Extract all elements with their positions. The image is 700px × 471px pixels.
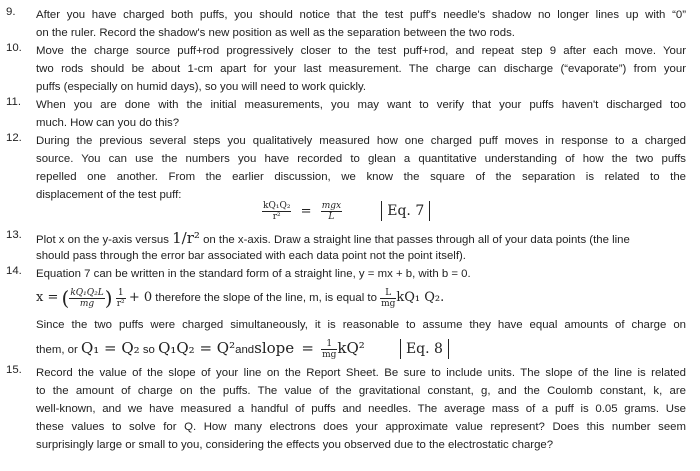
eq7-rhs-numerator: mgx: [321, 201, 342, 212]
inline-math: slope: [254, 339, 295, 357]
item-text-line: displacement of the test puff:: [36, 189, 182, 201]
item-text-line: Record the value of the slope of your line on the Report Sheet. Be sure to include units. The slope of the line is related: [36, 367, 686, 379]
item-text: Plot x on the y-axis versus: [36, 234, 169, 246]
eq7-rhs-denominator: L: [321, 211, 342, 222]
eq8-fraction: [321, 339, 337, 360]
item-number: 15.: [6, 364, 22, 376]
eq-inner-denominator: mg: [69, 298, 104, 309]
eq-r-fraction: [116, 288, 126, 309]
eq7-equals: =: [300, 204, 312, 219]
eq-slope-numerator: L: [385, 287, 392, 298]
eq7-rhs-fraction: [321, 201, 342, 222]
eq-x: x =: [36, 290, 59, 306]
item-text-line: Since the two puffs were charged simultaneously, it is reasonable to assume they have equal amounts of charge on: [36, 319, 686, 331]
item-text-line: on the ruler. Record the shadow's new position as well as the separation between the two rods.: [36, 27, 515, 39]
eq8-denominator: mg: [322, 350, 337, 361]
eq-slope-fraction: [380, 288, 396, 309]
eq-slope-denominator: mg: [381, 298, 396, 309]
item-text: them, or: [36, 344, 78, 356]
item-text: and: [235, 344, 255, 356]
equation-8-line: [36, 336, 449, 360]
eq8-numerator: 1: [326, 339, 333, 350]
item-text-line: these values to solve for Q. How many electrons does your approximate value represent? Does this number seem: [36, 421, 686, 433]
eq-r-numerator: 1: [117, 287, 124, 298]
equation-7: [262, 201, 430, 222]
eq7-lhs-fraction: [262, 201, 291, 222]
item-text-line: After you have charged both puffs, you should notice that the test puff's needle's shadow no longer lines up with “0”: [36, 9, 686, 21]
item-number: 10.: [6, 42, 22, 54]
eq-plus-zero: + 0: [128, 290, 153, 306]
inline-math: 1/r²: [172, 229, 200, 247]
item-text-line: much. How can you do this?: [36, 117, 180, 129]
item-text-line: well-known, and we have measured a handful of puffs and needles. The average mass of a puff is 0.05 grams. Use: [36, 403, 686, 415]
item-text: on the x-axis. Draw a straight line that passes through all of your data points (the line: [203, 234, 630, 246]
right-paren: ): [104, 286, 113, 310]
eq-text: therefore the slope of the line, m, is equal to: [155, 292, 377, 305]
item-text-line: puffs (especially on humid days), so you will need to work quickly.: [36, 81, 367, 93]
item-text-line: [36, 229, 686, 247]
item-text-line: repelled one another. From the earlier discussion, we know the square of the separation is related to the: [36, 171, 686, 183]
item-number: 12.: [6, 132, 22, 144]
inline-math: Q₁ = Q₂: [80, 339, 140, 357]
item-text-line: When you are done with the initial measurements, you may want to verify that your puffs haven't discharged too: [36, 99, 686, 111]
list-item-14-continued: [36, 316, 686, 334]
item-text-line: surprisingly large or small to you, considering the effects you observed due to the electrostatic charge?: [36, 439, 554, 451]
item-text-line: source. You can use the numbers you have recorded to glean a quantitative understanding of how the two puffs: [36, 153, 686, 165]
eq7-lhs-denominator: r²: [262, 211, 291, 222]
eq8-rest: kQ²: [337, 339, 365, 357]
item-number: 13.: [6, 229, 22, 241]
item-text-line: Equation 7 can be written in the standard form of a straight line, y = mx + b, with b = 0.: [36, 268, 471, 280]
inline-math: Q₁Q₂ = Q²: [158, 339, 236, 357]
item-text-line: to the amount of charge on the puffs. The value of the gravitational constant, g, and the Coulomb constant, k, are: [36, 385, 686, 397]
eq7-lhs-numerator: kQ₁Q₂: [263, 201, 291, 212]
eq-inner-numerator: kQ₁Q₂L: [70, 287, 104, 298]
eq8-equals: =: [301, 339, 314, 357]
eq-r-denominator: r²: [116, 298, 125, 309]
item-text-line: should pass through the error bar associated with each data point not the point itself).: [36, 250, 466, 262]
eq-inner-fraction: [69, 288, 104, 309]
eq8-tag: Eq. 8: [400, 339, 449, 359]
item-number: 9.: [6, 6, 16, 18]
item-text: so: [142, 344, 155, 356]
item-text-line: two rods should be about 1-cm apart for your last measurement. The charge can discharge (“evaporate”) from your: [36, 63, 686, 75]
item-text-line: Move the charge source puff+rod progressively closer to the test puff+rod, and repeat step 9 after each move. Your: [36, 45, 686, 57]
left-paren: (: [61, 286, 70, 310]
item-number: 14.: [6, 265, 22, 277]
equation-line-14: [36, 285, 444, 311]
item-text-line: During the previous several steps you qualitatively measured how one charged puff moves in response to a charged: [36, 135, 686, 147]
item-number: 11.: [6, 96, 21, 108]
eq-slope-rest: kQ₁ Q₂.: [396, 290, 445, 306]
eq7-tag: Eq. 7: [381, 201, 430, 221]
